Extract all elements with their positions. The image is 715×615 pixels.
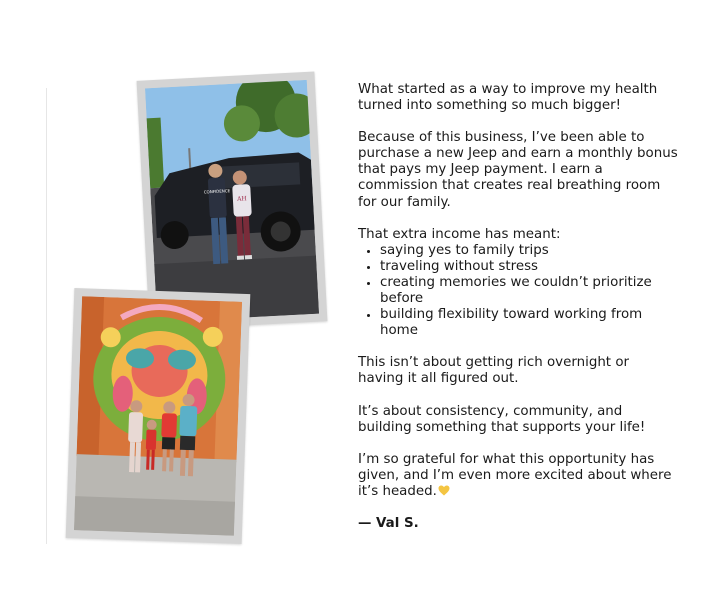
shirt-logo-1: CONFIDENCE	[203, 188, 231, 195]
about-paragraph: It’s about consistency, community, and building something that supports your life!	[358, 403, 646, 435]
income-intro: That extra income has meant:	[358, 226, 561, 242]
yellow-heart-icon	[438, 485, 450, 496]
business-paragraph: Because of this business, I’ve been able to purchase a new Jeep and earn a monthly bonus that pays my Jeep payment. I earn a commission that creates real breathing room for our family.	[358, 130, 678, 210]
grateful-paragraph	[358, 452, 678, 500]
benefits-list	[358, 243, 678, 340]
signature: — Val S.	[358, 515, 419, 531]
grateful-text: I’m so grateful for what this opportunity has given, and I’m even more excited about where it’s headed.	[358, 451, 672, 499]
list-item: • creating memories we couldn’t prioritize before	[380, 275, 678, 307]
testimonial-text	[358, 82, 678, 548]
list-item: • traveling without stress	[380, 259, 678, 275]
family-photo-image	[74, 296, 242, 535]
family-photo	[66, 288, 251, 544]
list-item: • saying yes to family trips	[380, 243, 678, 259]
shirt-logo-2: AH	[236, 195, 247, 203]
not-about-paragraph: This isn’t about getting rich overnight or having it all figured out.	[358, 355, 630, 387]
list-item: • building flexibility toward working from home	[380, 307, 678, 339]
left-divider	[46, 88, 47, 544]
intro-paragraph: What started as a way to improve my health turned into something so much bigger!	[358, 82, 658, 114]
jeep-photo-image	[145, 80, 319, 322]
